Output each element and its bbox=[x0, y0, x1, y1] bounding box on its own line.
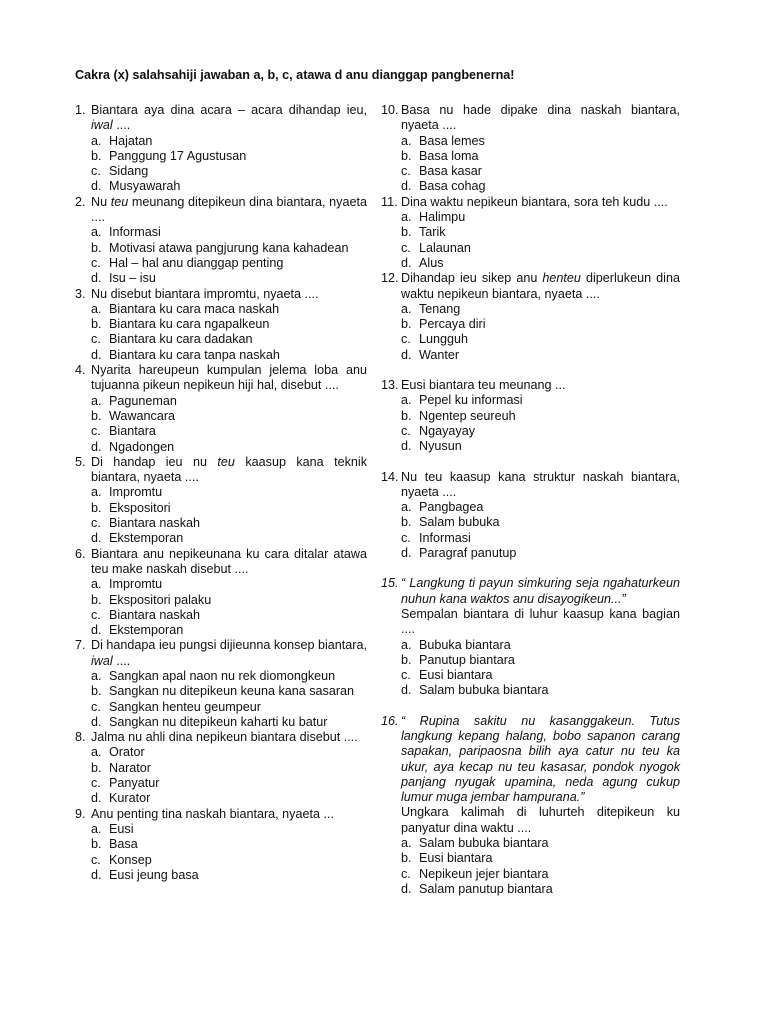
option-letter: b. bbox=[91, 317, 102, 332]
question-instruction: Ungkara kalimah di luhurteh ditepikeun ku panyatur dina waktu .... bbox=[401, 805, 680, 835]
question-item bbox=[381, 470, 680, 562]
answer-option[interactable] bbox=[91, 776, 367, 791]
answer-option[interactable] bbox=[91, 394, 367, 409]
option-text: Biantara ku cara tanpa naskah bbox=[109, 347, 280, 362]
option-text: Biantara ku cara ngapalkeun bbox=[109, 317, 270, 332]
answer-option[interactable] bbox=[401, 683, 680, 698]
option-letter: d. bbox=[91, 179, 102, 194]
answer-options bbox=[91, 577, 367, 638]
answer-options bbox=[91, 302, 367, 363]
option-letter: d. bbox=[401, 179, 412, 194]
answer-option[interactable] bbox=[91, 577, 367, 592]
option-letter: a. bbox=[91, 668, 102, 683]
option-text: Kurator bbox=[109, 791, 151, 806]
option-text: Basa cohag bbox=[419, 179, 486, 194]
option-text: Biantara naskah bbox=[109, 516, 201, 531]
question-number: 3. bbox=[75, 286, 86, 301]
answer-option[interactable] bbox=[91, 608, 367, 623]
option-text: Isu – isu bbox=[109, 271, 156, 286]
answer-options bbox=[91, 225, 367, 286]
option-text: Basa loma bbox=[419, 148, 479, 163]
emphasis-text: henteu bbox=[542, 271, 581, 286]
question-stem bbox=[91, 730, 367, 745]
question-number: 8. bbox=[75, 730, 86, 745]
answer-option[interactable] bbox=[401, 546, 680, 561]
option-letter: c. bbox=[401, 164, 411, 179]
option-letter: b. bbox=[401, 317, 412, 332]
right-column bbox=[381, 103, 680, 897]
question-number: 4. bbox=[75, 363, 86, 378]
option-letter: a. bbox=[401, 210, 412, 225]
option-letter: d. bbox=[91, 531, 102, 546]
answer-option[interactable] bbox=[91, 164, 367, 179]
question-item bbox=[75, 455, 367, 547]
question-item bbox=[75, 363, 367, 455]
answer-options bbox=[401, 836, 680, 897]
answer-option[interactable] bbox=[91, 593, 367, 608]
question-item bbox=[75, 638, 367, 730]
option-text: Percaya diri bbox=[419, 317, 486, 332]
question-item bbox=[381, 271, 680, 363]
quoted-passage: “ Langkung ti payun simkuring seja ngahaturkeun nuhun kana waktos anu disayogikeun...” bbox=[401, 576, 680, 606]
stem-text: Nu bbox=[91, 194, 111, 209]
option-letter: d. bbox=[401, 439, 412, 454]
option-text: Konsep bbox=[109, 852, 152, 867]
option-text: Informasi bbox=[419, 530, 471, 545]
option-text: Hajatan bbox=[109, 133, 153, 148]
question-item bbox=[381, 195, 680, 271]
answer-option[interactable] bbox=[401, 882, 680, 897]
option-letter: c. bbox=[401, 668, 411, 683]
option-text: Eusi jeung basa bbox=[109, 867, 199, 882]
option-text: Nyusun bbox=[419, 439, 462, 454]
option-letter: a. bbox=[401, 500, 412, 515]
question-item bbox=[75, 730, 367, 806]
question-stem bbox=[91, 807, 367, 822]
option-letter: a. bbox=[91, 225, 102, 240]
emphasis-text: iwal bbox=[91, 118, 113, 133]
option-text: Wanter bbox=[419, 347, 460, 362]
option-letter: c. bbox=[91, 699, 101, 714]
option-text: Salam bubuka biantara bbox=[419, 683, 549, 698]
option-text: Panyatur bbox=[109, 776, 160, 791]
answer-option[interactable] bbox=[401, 149, 680, 164]
option-text: Basa bbox=[109, 837, 138, 852]
emphasis-text: iwal bbox=[91, 653, 113, 668]
option-letter: d. bbox=[91, 867, 102, 882]
question-number: 12. bbox=[381, 271, 399, 286]
option-letter: d. bbox=[401, 683, 412, 698]
answer-option[interactable] bbox=[91, 516, 367, 531]
question-number: 2. bbox=[75, 194, 86, 209]
stem-text: diperlukeun dina waktu nepikeun biantara, nyaeta .... bbox=[401, 271, 680, 301]
option-letter: b. bbox=[401, 851, 412, 866]
answer-options bbox=[91, 134, 367, 195]
option-text: Ekspositori bbox=[109, 500, 171, 515]
option-letter: b. bbox=[401, 652, 412, 667]
answer-option[interactable] bbox=[401, 256, 680, 271]
option-letter: c. bbox=[91, 516, 101, 531]
option-letter: c. bbox=[91, 332, 101, 347]
answer-option[interactable] bbox=[91, 317, 367, 332]
question-item bbox=[75, 547, 367, 639]
answer-options bbox=[401, 302, 680, 363]
option-letter: c. bbox=[401, 240, 411, 255]
option-text: Impromtu bbox=[109, 577, 163, 592]
question-stem bbox=[91, 363, 367, 394]
option-letter: a. bbox=[401, 301, 412, 316]
stem-text: Biantara aya dina acara – acara dihandap ieu, bbox=[91, 103, 367, 117]
answer-option[interactable] bbox=[401, 225, 680, 240]
option-text: Basa kasar bbox=[419, 164, 482, 179]
answer-option[interactable] bbox=[91, 822, 367, 837]
option-text: Impromtu bbox=[109, 485, 163, 500]
option-letter: a. bbox=[401, 133, 412, 148]
option-letter: a. bbox=[91, 485, 102, 500]
option-text: Lungguh bbox=[419, 332, 469, 347]
answer-option[interactable] bbox=[401, 836, 680, 851]
stem-text: Eusi biantara teu meunang ... bbox=[401, 378, 566, 393]
option-letter: d. bbox=[91, 439, 102, 454]
question-number: 16. bbox=[381, 713, 399, 728]
answer-option[interactable] bbox=[91, 179, 367, 194]
stem-text: .... bbox=[112, 653, 131, 668]
answer-options bbox=[401, 638, 680, 699]
answer-option[interactable] bbox=[91, 241, 367, 256]
question-stem bbox=[91, 287, 367, 302]
question-stem bbox=[401, 470, 680, 501]
option-letter: b. bbox=[91, 837, 102, 852]
answer-option[interactable] bbox=[401, 867, 680, 882]
stem-text: Nu disebut biantara impromtu, nyaeta .... bbox=[91, 286, 319, 301]
option-text: Sangkan henteu geumpeur bbox=[109, 699, 261, 714]
answer-option[interactable] bbox=[401, 531, 680, 546]
question-number: 10. bbox=[381, 103, 399, 117]
answer-option[interactable] bbox=[401, 851, 680, 866]
option-text: Biantara naskah bbox=[109, 607, 201, 622]
answer-option[interactable] bbox=[401, 241, 680, 256]
option-letter: a. bbox=[401, 393, 412, 408]
option-letter: c. bbox=[91, 852, 101, 867]
question-stem bbox=[91, 455, 367, 486]
option-text: Biantara ku cara dadakan bbox=[109, 332, 253, 347]
answer-option[interactable] bbox=[91, 684, 367, 699]
question-item bbox=[381, 103, 680, 195]
option-text: Pangbagea bbox=[419, 500, 484, 515]
stem-text: meunang ditepikeun dina biantara, nyaeta .... bbox=[91, 194, 367, 225]
answer-option[interactable] bbox=[91, 149, 367, 164]
option-letter: a. bbox=[91, 577, 102, 592]
answer-options bbox=[91, 745, 367, 806]
option-letter: b. bbox=[91, 500, 102, 515]
answer-option[interactable] bbox=[401, 164, 680, 179]
option-text: Pepel ku informasi bbox=[419, 393, 523, 408]
answer-option[interactable] bbox=[91, 225, 367, 240]
option-letter: c. bbox=[401, 866, 411, 881]
option-text: Eusi biantara bbox=[419, 851, 493, 866]
answer-option[interactable] bbox=[91, 791, 367, 806]
question-number: 9. bbox=[75, 806, 86, 821]
option-text: Tarik bbox=[419, 225, 446, 240]
question-stem bbox=[91, 103, 367, 134]
question-stem bbox=[401, 195, 680, 210]
option-letter: c. bbox=[91, 164, 101, 179]
option-text: Salam bubuka biantara bbox=[419, 836, 549, 851]
option-text: Lalaunan bbox=[419, 240, 471, 255]
option-letter: b. bbox=[401, 148, 412, 163]
option-letter: c. bbox=[91, 255, 101, 270]
option-letter: a. bbox=[91, 393, 102, 408]
answer-option[interactable] bbox=[91, 485, 367, 500]
answer-option[interactable] bbox=[91, 256, 367, 271]
answer-option[interactable] bbox=[401, 424, 680, 439]
emphasis-text: teu bbox=[217, 454, 235, 469]
question-number: 7. bbox=[75, 638, 86, 653]
answer-option[interactable] bbox=[401, 668, 680, 683]
option-letter: b. bbox=[91, 408, 102, 423]
option-text: Hal – hal anu dianggap penting bbox=[109, 255, 284, 270]
option-text: Motivasi atawa pangjurung kana kahadean bbox=[109, 240, 349, 255]
stem-text: .... bbox=[112, 118, 131, 133]
option-letter: b. bbox=[401, 515, 412, 530]
option-text: Informasi bbox=[109, 225, 161, 240]
question-stem bbox=[401, 271, 680, 302]
stem-text: Jalma nu ahli dina nepikeun biantara disebut .... bbox=[91, 730, 358, 745]
question-stem bbox=[91, 547, 367, 578]
answer-options bbox=[401, 500, 680, 561]
option-text: Panutup biantara bbox=[419, 652, 515, 667]
question-number: 14. bbox=[381, 469, 399, 484]
question-stem bbox=[401, 103, 680, 134]
spacer bbox=[381, 561, 680, 576]
answer-option[interactable] bbox=[401, 302, 680, 317]
option-text: Orator bbox=[109, 745, 145, 760]
option-text: Musyawarah bbox=[109, 179, 181, 194]
page-title: Cakra (x) salahsahiji jawaban a, b, c, atawa d anu dianggap pangbenerna! bbox=[75, 68, 515, 82]
spacer bbox=[381, 699, 680, 714]
question-instruction: Sempalan biantara di luhur kaasup kana bagian .... bbox=[401, 606, 680, 637]
stem-text: kaasup kana teknik biantara, nyaeta .... bbox=[91, 454, 367, 485]
option-letter: a. bbox=[91, 133, 102, 148]
answer-option[interactable] bbox=[401, 638, 680, 653]
answer-option[interactable] bbox=[91, 501, 367, 516]
answer-option[interactable] bbox=[91, 715, 367, 730]
stem-text: Di handapa ieu pungsi dijieunna konsep biantara, bbox=[91, 638, 367, 653]
answer-option[interactable] bbox=[91, 302, 367, 317]
question-number: 15. bbox=[381, 576, 399, 591]
answer-option[interactable] bbox=[401, 653, 680, 668]
question-item bbox=[381, 378, 680, 454]
answer-option[interactable] bbox=[91, 332, 367, 347]
question-number: 5. bbox=[75, 454, 86, 469]
option-letter: b. bbox=[401, 408, 412, 423]
option-letter: d. bbox=[91, 714, 102, 729]
question-item bbox=[75, 195, 367, 287]
question-item bbox=[381, 576, 680, 698]
option-text: Paragraf panutup bbox=[419, 546, 517, 561]
option-letter: b. bbox=[91, 148, 102, 163]
option-letter: b. bbox=[91, 760, 102, 775]
stem-text: Basa nu hade dipake dina naskah biantara, nyaeta .... bbox=[401, 103, 680, 133]
answer-options bbox=[401, 210, 680, 271]
answer-options bbox=[91, 394, 367, 455]
option-letter: b. bbox=[91, 240, 102, 255]
answer-options bbox=[91, 822, 367, 883]
answer-option[interactable] bbox=[401, 179, 680, 194]
left-column bbox=[75, 103, 367, 883]
answer-option[interactable] bbox=[91, 348, 367, 363]
option-letter: a. bbox=[91, 821, 102, 836]
option-text: Halimpu bbox=[419, 210, 466, 225]
option-letter: d. bbox=[91, 623, 102, 638]
option-letter: c. bbox=[91, 776, 101, 791]
stem-text: Nyarita hareupeun kumpulan jelema loba anu tujuanna pikeun nepikeun hiji hal, disebut .... bbox=[91, 363, 367, 393]
answer-option[interactable] bbox=[401, 348, 680, 363]
option-text: Salam bubuka bbox=[419, 515, 500, 530]
option-letter: b. bbox=[91, 592, 102, 607]
stem-text: Di handap ieu nu bbox=[91, 454, 218, 469]
question-item bbox=[75, 287, 367, 363]
option-text: Ngentep seureuh bbox=[419, 408, 516, 423]
answer-option[interactable] bbox=[91, 271, 367, 286]
option-text: Ngayayay bbox=[419, 423, 476, 438]
quoted-passage: “ Rupina sakitu nu kasanggakeun. Tutus langkung kepang halang, bobo sapanon carang sapakan, paripaosna bilih aya catur nu teu ka ukur, aya kecap nu teu kasasar, pondok nyogok panjang nyugak upamina, neda agung cukup lumur muga jembar hampurana.” bbox=[401, 713, 680, 805]
option-text: Sangkan nu ditepikeun kaharti ku batur bbox=[109, 714, 328, 729]
option-letter: d. bbox=[91, 271, 102, 286]
spacer bbox=[381, 363, 680, 378]
option-text: Wawancara bbox=[109, 408, 176, 423]
answer-option[interactable] bbox=[401, 210, 680, 225]
answer-option[interactable] bbox=[401, 500, 680, 515]
answer-option[interactable] bbox=[401, 134, 680, 149]
option-text: Ngadongen bbox=[109, 439, 175, 454]
option-text: Ekspositori palaku bbox=[109, 592, 212, 607]
answer-option[interactable] bbox=[91, 531, 367, 546]
option-text: Sangkan nu ditepikeun keuna kana sasaran bbox=[109, 684, 355, 699]
option-letter: d. bbox=[401, 255, 412, 270]
question-item bbox=[75, 807, 367, 883]
answer-option[interactable] bbox=[401, 332, 680, 347]
option-letter: c. bbox=[401, 423, 411, 438]
option-letter: d. bbox=[401, 546, 412, 561]
option-letter: a. bbox=[401, 836, 412, 851]
answer-options bbox=[401, 393, 680, 454]
answer-option[interactable] bbox=[91, 837, 367, 852]
answer-option[interactable] bbox=[91, 761, 367, 776]
answer-option[interactable] bbox=[91, 623, 367, 638]
option-letter: c. bbox=[401, 332, 411, 347]
question-stem bbox=[91, 195, 367, 226]
option-text: Bubuka biantara bbox=[419, 637, 511, 652]
option-letter: a. bbox=[91, 301, 102, 316]
option-letter: a. bbox=[401, 637, 412, 652]
answer-option[interactable] bbox=[401, 409, 680, 424]
option-letter: b. bbox=[401, 225, 412, 240]
answer-option[interactable] bbox=[91, 700, 367, 715]
answer-option[interactable] bbox=[91, 669, 367, 684]
question-stem bbox=[401, 378, 680, 393]
option-letter: a. bbox=[91, 745, 102, 760]
option-letter: d. bbox=[401, 881, 412, 896]
option-text: Nepikeun jejer biantara bbox=[419, 866, 549, 881]
answer-options bbox=[91, 669, 367, 730]
option-text: Paguneman bbox=[109, 393, 177, 408]
option-letter: c. bbox=[91, 607, 101, 622]
stem-text: Dihandap ieu sikep anu bbox=[401, 271, 543, 286]
answer-option[interactable] bbox=[91, 409, 367, 424]
option-text: Ekstemporan bbox=[109, 531, 184, 546]
option-text: Alus bbox=[419, 255, 444, 270]
question-number: 6. bbox=[75, 546, 86, 561]
option-letter: c. bbox=[401, 530, 411, 545]
answer-option[interactable] bbox=[91, 134, 367, 149]
question-number: 11. bbox=[381, 194, 398, 209]
option-text: Panggung 17 Agustusan bbox=[109, 148, 247, 163]
stem-text: Anu penting tina naskah biantara, nyaeta ... bbox=[91, 806, 334, 821]
stem-text: Dina waktu nepikeun biantara, sora teh kudu .... bbox=[401, 194, 668, 209]
option-text: Biantara ku cara maca naskah bbox=[109, 301, 280, 316]
answer-option[interactable] bbox=[401, 317, 680, 332]
answer-option[interactable] bbox=[91, 745, 367, 760]
option-letter: d. bbox=[401, 347, 412, 362]
answer-option[interactable] bbox=[401, 393, 680, 408]
question-item bbox=[381, 714, 680, 898]
question-item bbox=[75, 103, 367, 195]
answer-option[interactable] bbox=[401, 439, 680, 454]
option-letter: b. bbox=[91, 684, 102, 699]
stem-text: Biantara anu nepikeunana ku cara ditalar atawa teu make naskah disebut .... bbox=[91, 546, 367, 576]
option-letter: d. bbox=[91, 791, 102, 806]
question-number: 1. bbox=[75, 103, 86, 117]
option-text: Basa lemes bbox=[419, 133, 485, 148]
option-text: Eusi bbox=[109, 821, 134, 836]
option-text: Salam panutup biantara bbox=[419, 881, 553, 896]
emphasis-text: teu bbox=[110, 194, 129, 209]
option-text: Biantara bbox=[109, 424, 156, 439]
option-text: Sangkan apal naon nu rek diomongkeun bbox=[109, 668, 336, 683]
option-text: Ekstemporan bbox=[109, 623, 184, 638]
question-number: 13. bbox=[381, 378, 399, 393]
answer-option[interactable] bbox=[91, 440, 367, 455]
option-text: Narator bbox=[109, 760, 151, 775]
answer-options bbox=[91, 485, 367, 546]
option-text: Tenang bbox=[419, 301, 461, 316]
answer-option[interactable] bbox=[401, 515, 680, 530]
answer-options bbox=[401, 134, 680, 195]
option-text: Eusi biantara bbox=[419, 668, 493, 683]
option-letter: c. bbox=[91, 424, 101, 439]
answer-option[interactable] bbox=[91, 868, 367, 883]
question-stem bbox=[91, 638, 367, 669]
answer-option[interactable] bbox=[91, 424, 367, 439]
stem-text: Nu teu kaasup kana struktur naskah biantara, nyaeta .... bbox=[401, 469, 680, 499]
option-letter: d. bbox=[91, 347, 102, 362]
option-text: Sidang bbox=[109, 164, 149, 179]
answer-option[interactable] bbox=[91, 853, 367, 868]
spacer bbox=[381, 455, 680, 470]
